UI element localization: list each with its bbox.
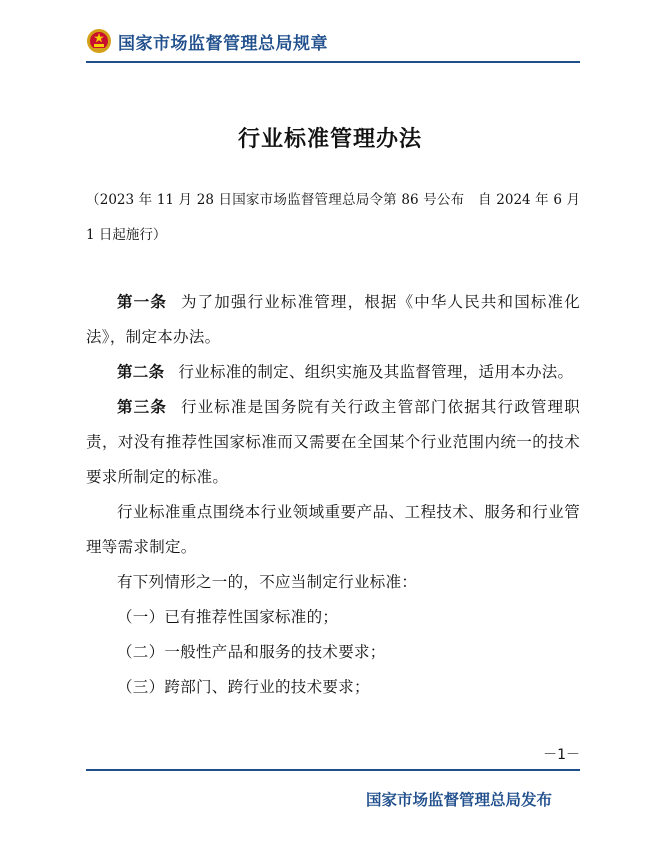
paragraph	[86, 565, 580, 600]
paragraph-text: 行业标准重点围绕本行业领域重要产品、工程技术、服务和行业管理等需求制定。	[86, 503, 580, 556]
header-title: 国家市场监督管理总局规章	[118, 33, 328, 54]
national-emblem-icon	[86, 28, 112, 54]
paragraph-text: （一）已有推荐性国家标准的；	[117, 608, 339, 626]
paragraph-text: 行业标准的制定、组织实施及其监督管理，适用本办法。	[178, 363, 574, 381]
paragraph-text: 行业标准是国务院有关行政主管部门依据其行政管理职责，对没有推荐性国家标准而又需要在全国某个行业范围内统一的技术要求所制定的标准。	[86, 398, 581, 486]
article-paragraph	[86, 285, 580, 355]
article-paragraph	[86, 355, 580, 390]
article-paragraph	[86, 390, 580, 495]
page-title: 行业标准管理办法	[237, 127, 422, 152]
paragraph	[86, 495, 580, 565]
paragraph-text: 有下列情形之一的，不应当制定行业标准：	[117, 573, 418, 591]
header-divider	[86, 61, 580, 63]
publisher-label: 国家市场监督管理总局发布	[365, 791, 552, 809]
promulgation-note: （2023 年 11 月 28 日国家市场监督管理总局令第 86 号公布 自 2024 年 6 月 1 日起施行）	[86, 192, 580, 243]
article-number: 第一条	[117, 293, 167, 311]
paragraph-text: 为了加强行业标准管理，根据《中华人民共和国标准化法》，制定本办法。	[86, 293, 581, 346]
paragraph-text: （三）跨部门、跨行业的技术要求；	[117, 678, 370, 696]
page-header	[86, 26, 328, 56]
list-item	[86, 670, 580, 705]
document-body	[86, 285, 580, 705]
article-number: 第三条	[117, 398, 167, 416]
list-item	[86, 600, 580, 635]
page-number: －1－	[543, 747, 580, 763]
article-number: 第二条	[117, 363, 165, 381]
paragraph-text: （二）一般性产品和服务的技术要求；	[117, 643, 386, 661]
footer-divider	[86, 769, 580, 771]
list-item	[86, 635, 580, 670]
